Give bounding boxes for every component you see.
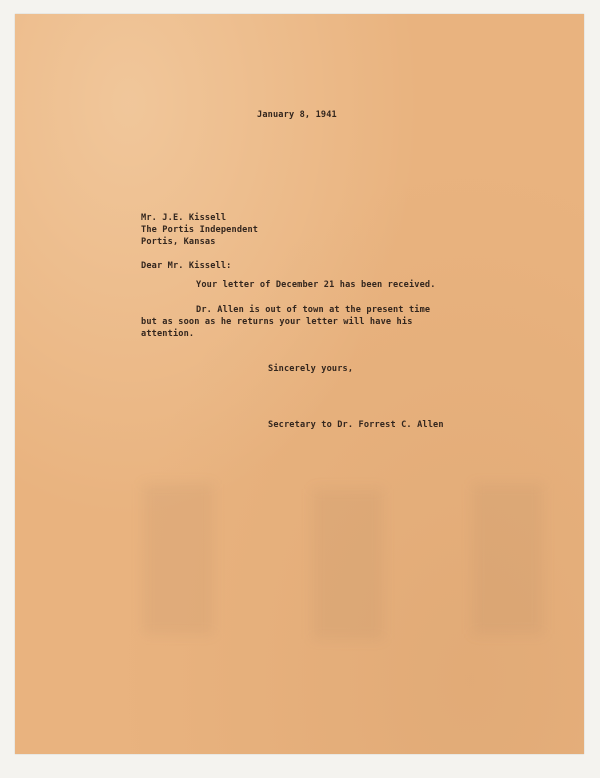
recipient-name: Mr. J.E. Kissell [141,213,227,223]
closing: Sincerely yours, [268,364,354,374]
paragraph-two-line-1: Dr. Allen is out of town at the present time [196,305,431,315]
paragraph-two-line-2: but as soon as he returns your letter will have his [141,317,413,327]
paragraph-two-line-3: attention. [141,329,195,339]
paragraph-one: Your letter of December 21 has been received. [196,280,436,290]
letter-page [15,14,584,754]
salutation: Dear Mr. Kissell: [141,261,232,271]
show-through-mark [143,484,213,634]
show-through-mark [313,489,383,639]
letter-date: January 8, 1941 [257,110,337,120]
recipient-organization: The Portis Independent [141,225,259,235]
show-through-mark [473,484,543,634]
signature-line: Secretary to Dr. Forrest C. Allen [268,420,444,430]
recipient-location: Portis, Kansas [141,237,216,247]
